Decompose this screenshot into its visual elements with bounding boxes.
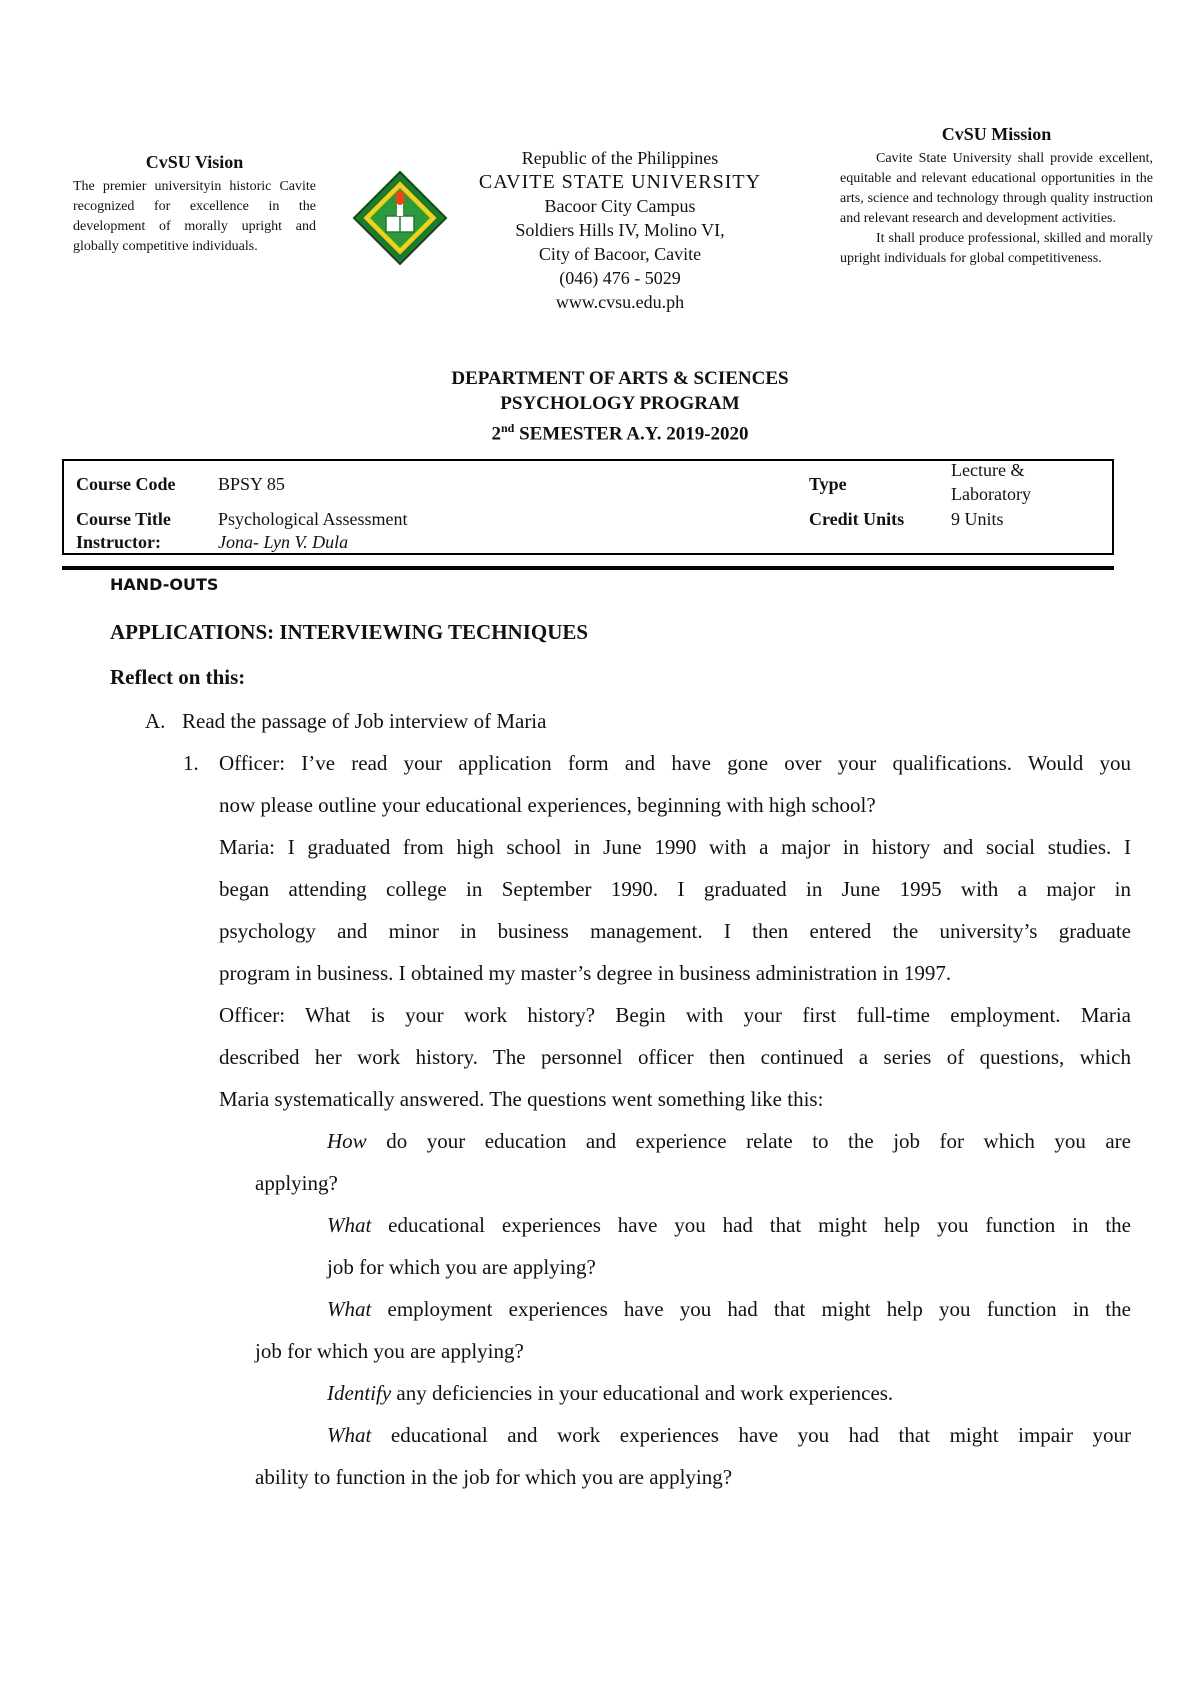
phone-line [470,266,770,290]
officer2-line-2: described her work history. The personnel officer then continued a series of questions, which [219,1045,1131,1069]
department-line: DEPARTMENT OF ARTS & SCIENCES [451,368,789,389]
address-line-1: Soldiers Hills IV, Molino VI, [515,220,725,240]
question-5-keyword: What [327,1423,372,1447]
university-name: CAVITE STATE UNIVERSITY [478,171,762,193]
question-3-keyword: What [327,1297,372,1321]
type-label: Type [809,474,847,494]
maria-line-1: Maria: I graduated from high school in June 1990 with a major in history and social studies. I [219,835,1131,859]
course-info-box [62,459,1114,555]
maria-line-3: psychology and minor in business management. I then entered the university’s graduate [219,919,1131,943]
type-value-2: Laboratory [951,484,1031,504]
question-1-text: do your education and experience relate to the job for which you are [366,1129,1131,1153]
department-heading [0,366,1200,446]
list-marker-a: A. [145,709,166,733]
instructor-label: Instructor: [76,532,161,552]
vision-text: The premier universityin historic Cavite recognized for excellence in the development of morally upright and globally competitive individuals. [73,179,316,254]
mission-title: CvSU Mission [941,124,1052,144]
phone-number: (046) 476 - 5029 [559,268,681,288]
question-5 [327,1414,1131,1456]
list-marker-1: 1. [183,751,199,775]
section-title: APPLICATIONS: INTERVIEWING TECHNIQUES [110,620,589,644]
question-3 [327,1288,1131,1330]
program-line: PSYCHOLOGY PROGRAM [500,393,740,414]
list-item-a: Read the passage of Job interview of Maria [182,709,547,733]
question-4-text: any deficiencies in your educational and work experiences. [391,1381,894,1405]
course-code-label: Course Code [76,474,176,494]
republic-line: Republic of the Philippines [521,148,719,168]
type-value-1: Lecture & [951,460,1025,480]
question-4 [327,1372,1131,1414]
mission-block [840,124,1153,269]
credit-units-label: Credit Units [809,509,905,529]
vision-title: CvSU Vision [145,152,244,172]
officer-line-2: now please outline your educational experiences, beginning with high school? [219,793,876,817]
credit-units-value: 9 Units [951,509,1004,529]
vision-block [73,152,316,257]
campus-line: Bacoor City Campus [544,196,696,216]
website-line: www.cvsu.edu.ph [555,292,685,312]
semester-line [0,416,1200,446]
semester-number: 2 [491,423,501,445]
course-title-value: Psychological Assessment [218,509,408,529]
question-5-text: educational and work experiences have you had that might impair your [371,1423,1131,1447]
officer-line-1: Officer: I’ve read your application form and have gone over your qualifications. Would you [219,751,1131,775]
address-line-2: City of Bacoor, Cavite [538,244,702,264]
officer2-line-3: Maria systematically answered. The questions went something like this: [219,1087,824,1111]
reflect-heading: Reflect on this: [110,665,246,689]
mission-paragraph-1: Cavite State University shall provide excellent, equitable and relevant educational opportunities in the arts, science and technology through quality instruction and relevant research and development activities. [840,151,1153,226]
question-2 [327,1204,1131,1246]
university-header [470,146,770,314]
course-code-value: BPSY 85 [218,474,285,494]
university-seal [352,170,448,266]
question-5-cont: ability to function in the job for which you are applying? [255,1465,733,1489]
question-2-keyword: What [327,1213,372,1237]
mission-paragraph-2: It shall produce professional, skilled and morally upright individuals for global competitiveness. [840,231,1153,266]
handouts-label: HAND-OUTS [110,575,219,594]
semester-suffix: nd [500,421,515,435]
divider-rule [62,566,1114,570]
semester-text: SEMESTER A.Y. 2019-2020 [514,423,749,445]
question-1-cont: applying? [255,1171,338,1195]
question-2-text: educational experiences have you had that might help you function in the [371,1213,1131,1237]
maria-line-4: program in business. I obtained my master’s degree in business administration in 1997. [219,961,952,985]
question-3-cont: job for which you are applying? [255,1339,524,1363]
question-3-text: employment experiences have you had that might help you function in the [371,1297,1131,1321]
instructor-value: Jona- Lyn V. Dula [218,532,349,552]
question-1-keyword: How [327,1129,367,1153]
course-title-label: Course Title [76,509,171,529]
question-4-keyword: Identify [327,1381,392,1405]
seal-icon [352,170,448,266]
question-2-cont: job for which you are applying? [327,1255,596,1279]
officer2-line-1: Officer: What is your work history? Begin with your first full-time employment. Maria [219,1003,1131,1027]
maria-line-2: began attending college in September 1990. I graduated in June 1995 with a major in [219,877,1131,901]
question-1 [327,1120,1131,1162]
